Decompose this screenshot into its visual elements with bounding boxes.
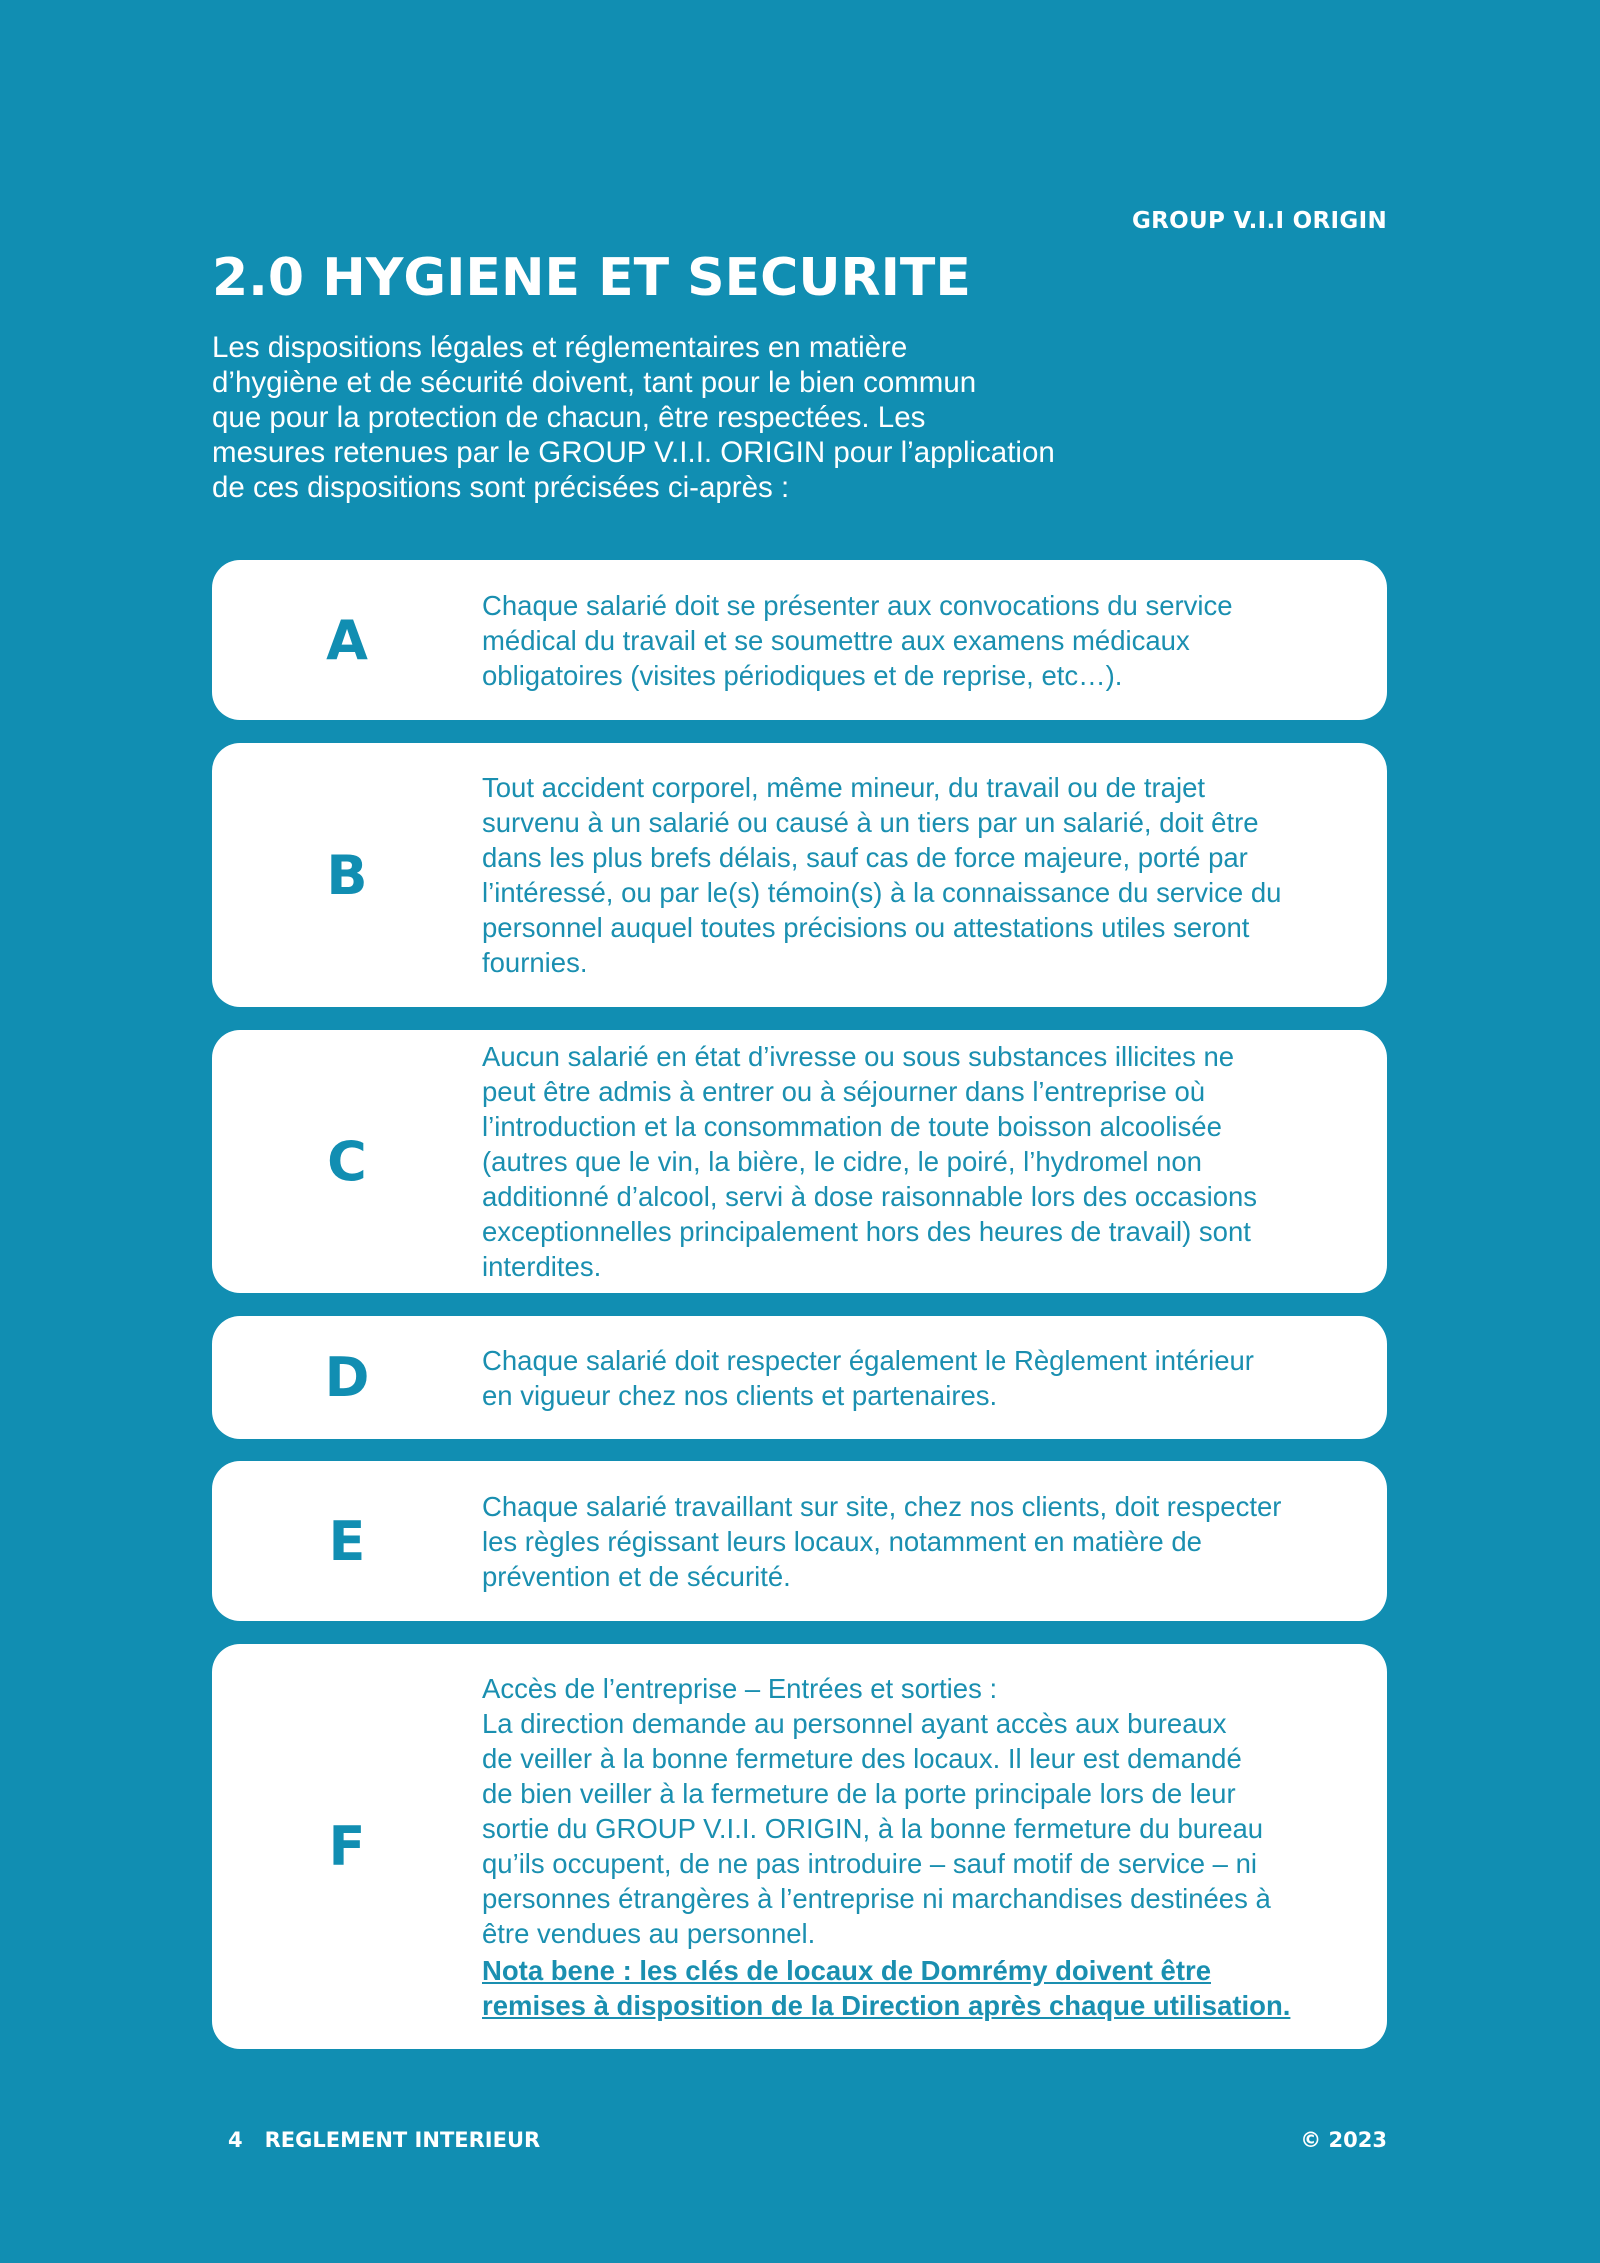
rule-line: l’intéressé, ou par le(s) témoin(s) à la connaissance du service du	[482, 877, 1282, 908]
rule-card-c	[212, 1030, 1387, 1293]
rule-text	[482, 1030, 1355, 1293]
rule-line: de veiller à la bonne fermeture des locaux. Il leur est demandé	[482, 1742, 1242, 1774]
rule-line: prévention et de sécurité.	[482, 1560, 791, 1592]
rule-line: Chaque salarié doit se présenter aux convocations du service	[482, 589, 1233, 621]
intro-line: Les dispositions légales et réglementaires en matière	[212, 331, 908, 364]
nota-line: Nota bene : les clés de locaux de Domrémy doivent être	[482, 1954, 1211, 1986]
nota-line: remises à disposition de la Direction après chaque utilisation.	[482, 1989, 1291, 2021]
rule-line: Accès de l’entreprise – Entrées et sorties :	[482, 1672, 998, 1704]
rule-card-d	[212, 1316, 1387, 1439]
rule-line: personnel auquel toutes précisions ou attestations utiles seront	[482, 912, 1250, 943]
page-title: 2.0 HYGIENE ET SECURITE	[212, 248, 971, 308]
rule-line: personnes étrangères à l’entreprise ni marchandises destinées à	[482, 1882, 1271, 1914]
rule-line: fournies.	[482, 947, 588, 978]
rule-card-b	[212, 743, 1387, 1007]
footer-copyright: © 2023	[1300, 2128, 1387, 2152]
rule-line: l’introduction et la consommation de toute boisson alcoolisée	[482, 1111, 1222, 1142]
nota-bene-note	[482, 1953, 1355, 2023]
rule-letter: A	[326, 608, 368, 672]
rule-line: dans les plus brefs délais, sauf cas de force majeure, porté par	[482, 842, 1248, 873]
rule-line: en vigueur chez nos clients et partenaires.	[482, 1379, 998, 1411]
rule-line: Chaque salarié doit respecter également le Règlement intérieur	[482, 1344, 1254, 1376]
rule-line: interdites.	[482, 1251, 602, 1282]
rule-card-a	[212, 560, 1387, 720]
page-number: 4	[228, 2128, 243, 2152]
rule-line: La direction demande au personnel ayant accès aux bureaux	[482, 1707, 1227, 1739]
brand-name: GROUP V.I.I ORIGIN	[1131, 208, 1387, 234]
rule-letter: B	[326, 843, 368, 907]
rule-card-f	[212, 1644, 1387, 2049]
rule-line: exceptionnelles principalement hors des heures de travail) sont	[482, 1216, 1251, 1247]
intro-line: que pour la protection de chacun, être respectées. Les	[212, 401, 926, 434]
rule-line: peut être admis à entrer ou à séjourner dans l’entreprise où	[482, 1076, 1206, 1107]
rule-line: obligatoires (visites périodiques et de reprise, etc…).	[482, 659, 1123, 691]
rule-line: survenu à un salarié ou causé à un tiers par un salarié, doit être	[482, 807, 1259, 838]
intro-line: d’hygiène et de sécurité doivent, tant pour le bien commun	[212, 366, 977, 399]
intro-paragraph	[212, 330, 1112, 505]
rule-letter: C	[327, 1130, 367, 1193]
rule-line: additionné d’alcool, servi à dose raisonnable lors des occasions	[482, 1181, 1258, 1212]
rule-line: sortie du GROUP V.I.I. ORIGIN, à la bonne fermeture du bureau	[482, 1812, 1264, 1844]
rule-line: de bien veiller à la fermeture de la porte principale lors de leur	[482, 1777, 1236, 1809]
rule-line: Aucun salarié en état d’ivresse ou sous substances illicites ne	[482, 1041, 1235, 1072]
footer-document-title: REGLEMENT INTERIEUR	[264, 2128, 541, 2152]
rule-line: être vendues au personnel.	[482, 1917, 816, 1949]
rule-text	[482, 743, 1355, 1007]
rule-line: les règles régissant leurs locaux, notamment en matière de	[482, 1525, 1202, 1557]
rule-text	[482, 1461, 1355, 1621]
rule-line: Tout accident corporel, même mineur, du travail ou de trajet	[482, 772, 1206, 803]
rule-card-e	[212, 1461, 1387, 1621]
rule-text	[482, 560, 1355, 720]
rule-line: qu’ils occupent, de ne pas introduire – sauf motif de service – ni	[482, 1847, 1258, 1879]
rule-text	[482, 1644, 1355, 2049]
rule-line: (autres que le vin, la bière, le cidre, le poiré, l’hydromel non	[482, 1146, 1202, 1177]
intro-line: mesures retenues par le GROUP V.I.I. ORIGIN pour l’application	[212, 436, 1055, 469]
rule-line: médical du travail et se soumettre aux examens médicaux	[482, 624, 1190, 656]
rule-text	[482, 1316, 1355, 1439]
footer-left	[228, 2128, 540, 2152]
rule-letter: D	[324, 1346, 370, 1409]
rule-letter: E	[328, 1509, 366, 1573]
rule-letter: F	[328, 1815, 366, 1878]
intro-line: de ces dispositions sont précisées ci-après :	[212, 471, 790, 504]
rule-line: Chaque salarié travaillant sur site, chez nos clients, doit respecter	[482, 1490, 1282, 1522]
